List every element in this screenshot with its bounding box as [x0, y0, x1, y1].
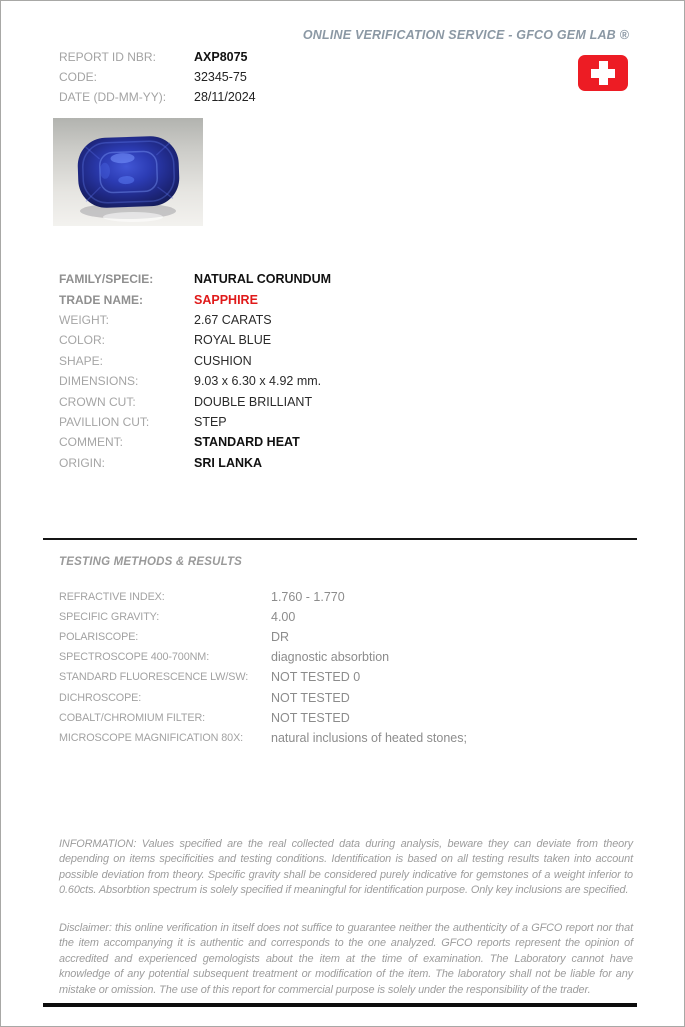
comment-label: COMMENT:	[59, 435, 123, 450]
date-row	[59, 87, 256, 107]
microscope-label: MICROSCOPE MAGNIFICATION 80X:	[59, 731, 244, 744]
dimensions-label: DIMENSIONS:	[59, 374, 139, 389]
header-fields	[59, 47, 256, 107]
origin-row	[59, 453, 331, 473]
code-label: CODE:	[59, 70, 98, 84]
weight-row	[59, 310, 331, 330]
pavillion-cut-label: PAVILLION CUT:	[59, 414, 150, 429]
color-value: ROYAL BLUE	[194, 333, 272, 348]
trade-name-label: TRADE NAME:	[59, 292, 143, 307]
weight-label: WEIGHT:	[59, 312, 109, 327]
dichroscope-label: DICHROSCOPE:	[59, 691, 142, 704]
crown-cut-label: CROWN CUT:	[59, 394, 136, 409]
testing-section-title: TESTING METHODS & RESULTS	[59, 556, 243, 568]
swiss-flag-icon	[578, 55, 628, 91]
date-label: DATE (DD-MM-YY):	[59, 90, 167, 104]
code-row	[59, 67, 256, 87]
trade-name-row	[59, 289, 331, 309]
color-row	[59, 330, 331, 350]
microscope-row	[59, 728, 467, 748]
family-value: NATURAL CORUNDUM	[194, 272, 332, 287]
comment-value: STANDARD HEAT	[194, 435, 300, 450]
specific-gravity-row	[59, 607, 467, 627]
trade-name-value: SAPPHIRE	[194, 292, 258, 307]
shape-row	[59, 351, 331, 371]
information-paragraph: INFORMATION: Values specified are the real collected data during analysis, beware they can deviate from theory depending on items specificities and testing conditions. Identification is based on all testing results taken into account possible deviation from theory. Specific gravity shall be considered purely indicative for gemstones of a weight inferior to 0.60cts. Absorbtion spectrum is solely specified if meaningful for identification purpose. Only key inclusions are specified.	[59, 838, 633, 897]
gemstone-photo	[53, 118, 203, 226]
refractive-index-label: REFRACTIVE INDEX:	[59, 591, 165, 604]
code-value: 32345-75	[194, 70, 247, 84]
fluorescence-label: STANDARD FLUORESCENCE LW/SW:	[59, 671, 249, 684]
section-divider	[43, 538, 637, 540]
pavillion-cut-value: STEP	[194, 414, 227, 429]
family-row	[59, 269, 331, 289]
spectroscope-row	[59, 647, 467, 667]
testing-results	[59, 587, 467, 748]
dimensions-value: 9.03 x 6.30 x 4.92 mm.	[194, 374, 322, 389]
cobalt-filter-value: NOT TESTED	[271, 710, 350, 725]
origin-value: SRI LANKA	[194, 455, 263, 470]
disclaimer-paragraph: Disclaimer: this online verification in itself does not suffice to guarantee neither the authenticity of a GFCO report nor that the item accompanying it is authentic and corresponds to the one analyzed. GFCO reports represent the opinion of accredited and experienced gemologists about the item at the time of examination. The Laboratory cannot have knowledge of any potential subsequent treatment or modification of the item. The laboratory shall not be liable for any mistake or omission. The use of this report for commercial purpose is solely under the responsibility of the trader.	[59, 922, 633, 996]
shape-label: SHAPE:	[59, 353, 104, 368]
fluorescence-row	[59, 667, 467, 687]
weight-value: 2.67 CARATS	[194, 312, 272, 327]
refractive-index-value: 1.760 - 1.770	[271, 590, 345, 605]
color-label: COLOR:	[59, 333, 106, 348]
comment-row	[59, 432, 331, 452]
fluorescence-value: NOT TESTED 0	[271, 670, 361, 685]
origin-label: ORIGIN:	[59, 455, 106, 470]
polariscope-value: DR	[271, 630, 290, 645]
report-id-row	[59, 47, 256, 67]
polariscope-label: POLARISCOPE:	[59, 631, 139, 644]
date-value: 28/11/2024	[194, 90, 256, 104]
cobalt-filter-row	[59, 708, 467, 728]
service-title: ONLINE VERIFICATION SERVICE - GFCO GEM LAB ®	[302, 28, 629, 42]
dichroscope-value: NOT TESTED	[271, 690, 350, 705]
family-label: FAMILY/SPECIE:	[59, 272, 154, 287]
crown-cut-row	[59, 391, 331, 411]
gem-details	[59, 269, 331, 473]
spectroscope-label: SPECTROSCOPE 400-700NM:	[59, 651, 210, 664]
specific-gravity-value: 4.00	[271, 610, 296, 625]
refractive-index-row	[59, 587, 467, 607]
polariscope-row	[59, 627, 467, 647]
shape-value: CUSHION	[194, 353, 252, 368]
footer-rule	[43, 1003, 637, 1007]
pavillion-cut-row	[59, 412, 331, 432]
spectroscope-value: diagnostic absorbtion	[271, 650, 390, 665]
report-id-label: REPORT ID NBR:	[59, 50, 156, 64]
cobalt-filter-label: COBALT/CHROMIUM FILTER:	[59, 711, 206, 724]
dimensions-row	[59, 371, 331, 391]
microscope-value: natural inclusions of heated stones;	[271, 730, 467, 745]
dichroscope-row	[59, 687, 467, 707]
specific-gravity-label: SPECIFIC GRAVITY:	[59, 611, 160, 624]
crown-cut-value: DOUBLE BRILLIANT	[194, 394, 313, 409]
report-id-value: AXP8075	[194, 50, 248, 64]
sapphire-image	[53, 118, 203, 226]
